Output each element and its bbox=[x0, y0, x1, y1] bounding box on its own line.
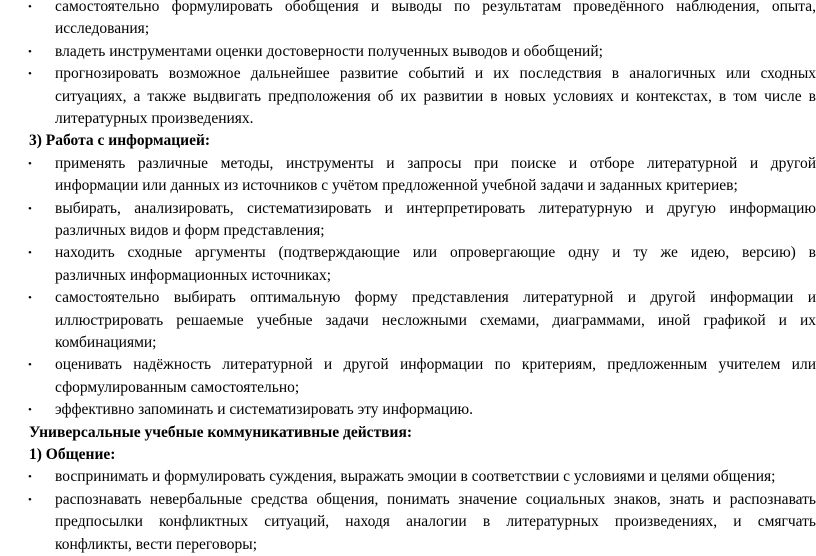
section-heading: 1) Общение: bbox=[29, 446, 116, 463]
list-item-text: владеть инструментами оценки достоверности полученных выводов и обобщений; bbox=[55, 42, 603, 60]
list-item bbox=[0, 153, 816, 175]
list-item bbox=[0, 242, 816, 264]
list-item-text: информации или данных из источников с учётом предложенной учебной задачи и заданных критериев; bbox=[55, 177, 738, 195]
list-item bbox=[0, 220, 816, 242]
section-heading: Универсальные учебные коммуникативные действия: bbox=[29, 423, 413, 441]
list-item bbox=[0, 86, 816, 108]
bullet-icon: • bbox=[28, 247, 32, 260]
list-item bbox=[0, 489, 816, 511]
list-item bbox=[0, 332, 816, 354]
list-item-text: комбинациями; bbox=[55, 334, 157, 351]
list-item bbox=[0, 41, 816, 63]
list-item-text: иллюстрировать решаемые учебные задачи несложными схемами, диаграммами, иной графикой и их bbox=[55, 311, 816, 329]
list-item-text: предпосылки конфликтных ситуаций, находя аналогии в литературных произведениях, и смягчать bbox=[55, 513, 816, 531]
section-heading: 3) Работа с информацией: bbox=[29, 132, 211, 150]
list-item bbox=[0, 534, 816, 556]
bullet-icon: • bbox=[28, 1, 32, 13]
bullet-icon: • bbox=[28, 359, 32, 372]
list-item bbox=[0, 511, 816, 533]
list-item-text: различных видов и форм представления; bbox=[55, 222, 325, 239]
list-item bbox=[0, 377, 816, 399]
list-item-text: исследования; bbox=[55, 20, 150, 38]
list-item-text: эффективно запоминать и систематизировать эту информацию. bbox=[55, 401, 473, 419]
list-item-text: сформулированным самостоятельно; bbox=[55, 378, 300, 396]
list-item-text: оценивать надёжность литературной и другой информации по критериям, предложенным учителем или bbox=[55, 356, 816, 374]
list-item-text: ситуациях, а также выдвигать предположения об их развитии в новых условиях и контекстах, в том числе в bbox=[55, 87, 816, 105]
section-heading-line bbox=[0, 130, 816, 152]
list-item bbox=[0, 354, 816, 376]
list-item bbox=[0, 198, 816, 220]
section-heading-line bbox=[0, 422, 816, 444]
list-item bbox=[0, 175, 816, 197]
list-item bbox=[0, 0, 816, 18]
bullet-icon: • bbox=[28, 292, 32, 305]
list-item-text: находить сходные аргументы (подтверждающие или опровергающие одну и ту же идею, версию) в bbox=[55, 244, 816, 262]
list-item bbox=[0, 310, 816, 332]
list-item-text: воспринимать и формулировать суждения, выражать эмоции в соответствии с условиями и целями общения; bbox=[55, 468, 776, 486]
list-item-text: самостоятельно выбирать оптимальную форму представления литературной и другой информации и bbox=[55, 289, 816, 307]
list-item-text: выбирать, анализировать, систематизировать и интерпретировать литературную и другую информацию bbox=[55, 199, 816, 217]
bullet-icon: • bbox=[28, 404, 32, 417]
list-item bbox=[0, 466, 816, 488]
list-item-text: различных информационных источниках; bbox=[55, 266, 332, 284]
bullet-icon: • bbox=[28, 493, 32, 506]
list-item-text: применять различные методы, инструменты и запросы при поиске и отборе литературной и другой bbox=[55, 154, 816, 172]
list-item-text: конфликты, вести переговоры; bbox=[55, 535, 258, 553]
list-item bbox=[0, 108, 816, 130]
bullet-icon: • bbox=[28, 202, 32, 215]
list-item bbox=[0, 399, 816, 421]
bullet-icon: • bbox=[28, 157, 32, 170]
bullet-icon: • bbox=[28, 471, 32, 484]
list-item bbox=[0, 265, 816, 287]
list-item-text: самостоятельно формулировать обобщения и выводы по результатам проведённого наблюдения, опыта, bbox=[55, 0, 816, 15]
bullet-icon: • bbox=[28, 68, 32, 81]
list-item bbox=[0, 63, 816, 85]
list-item bbox=[0, 287, 816, 309]
section-heading-line bbox=[0, 444, 816, 466]
list-item-text: прогнозировать возможное дальнейшее развитие событий и их последствия в аналогичных или сходных bbox=[55, 65, 816, 83]
list-item-text: распознавать невербальные средства общения, понимать значение социальных знаков, знать и распознавать bbox=[55, 490, 816, 508]
list-item bbox=[0, 18, 816, 40]
bullet-icon: • bbox=[28, 45, 32, 58]
list-item-text: литературных произведениях. bbox=[55, 110, 254, 127]
